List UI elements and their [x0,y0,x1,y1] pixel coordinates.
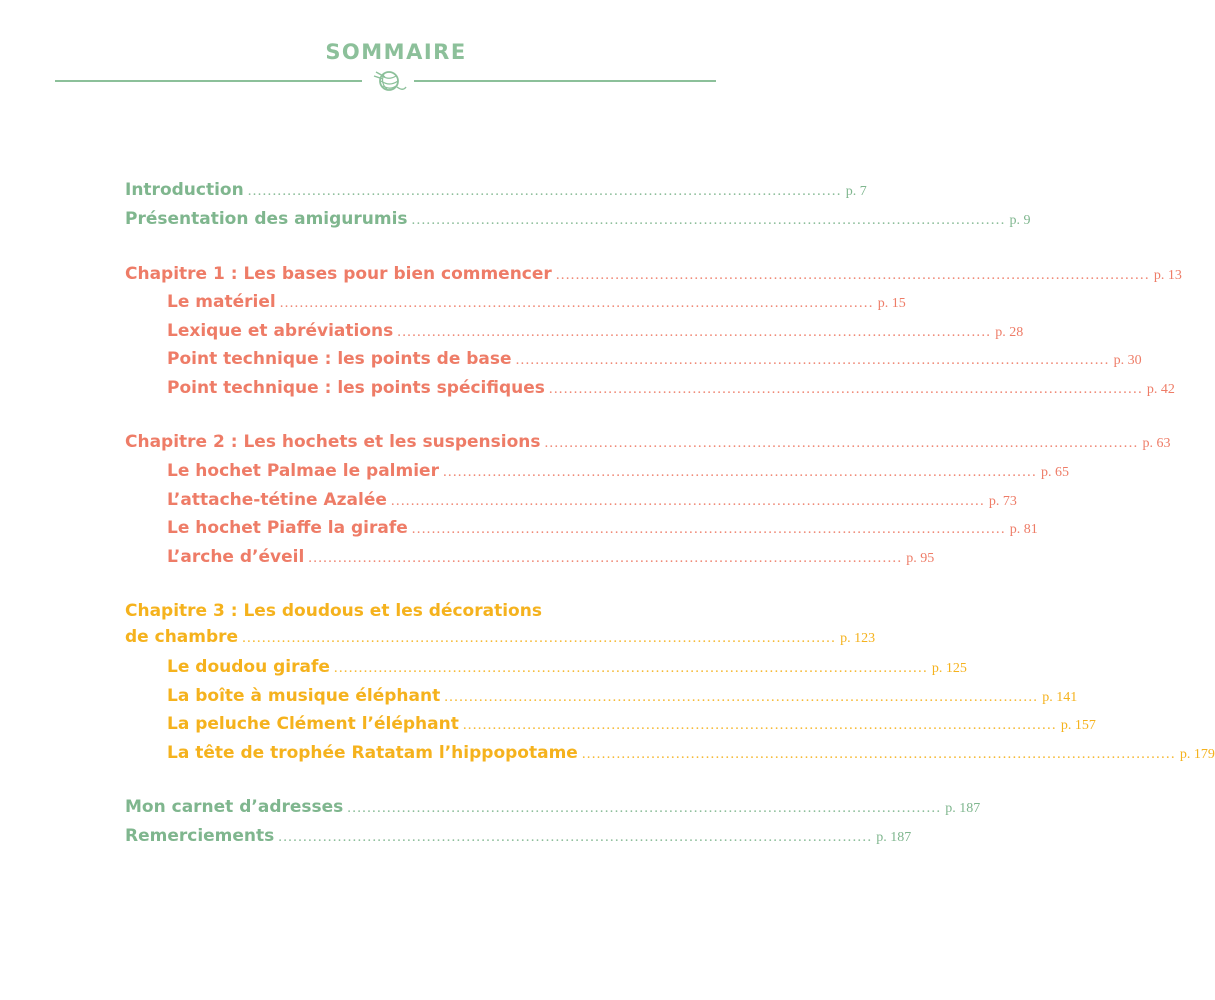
toc-entry-label: Chapitre 1 : Les bases pour bien commencer [125,264,552,284]
toc-entry-points-specifiques[interactable] [167,378,1175,402]
dot-leader: ........................................................................................................................ [247,183,842,199]
toc-entry-label: Lexique et abréviations [167,321,394,341]
toc-entry-label: La tête de trophée Ratatam l’hippopotame [167,743,578,763]
dot-leader: ........................................................................................................................ [544,435,1139,451]
toc-entry-peluche-clement[interactable] [167,714,1096,738]
toc-entry-doudou-girafe[interactable] [167,657,967,681]
toc-entry-label: Le matériel [167,292,276,312]
toc-entry-label: Point technique : les points de base [167,349,512,369]
toc-entry-introduction[interactable] [125,180,867,204]
dot-leader: ........................................................................................................................ [242,630,837,646]
toc-entry-materiel[interactable] [167,292,906,316]
toc-entry-label: de chambre [125,627,239,647]
dot-leader: ........................................................................................................................ [581,746,1176,762]
toc-entry-boite-musique[interactable] [167,686,1078,710]
toc-entry-page: p. 187 [876,830,912,845]
dot-leader: ........................................................................................................................ [333,660,928,676]
toc-entry-chapter-1[interactable] [125,264,1182,288]
toc-entry-arche-eveil[interactable] [167,547,935,571]
toc-entry-page: p. 7 [845,184,867,199]
toc-entry-page: p. 95 [906,551,935,566]
toc-entry-label: L’arche d’éveil [167,547,305,567]
toc-entry-presentation[interactable] [125,209,1031,233]
toc-entry-points-de-base[interactable] [167,349,1142,373]
toc-entry-page: p. 15 [877,296,906,311]
toc-entry-page: p. 187 [945,801,981,816]
toc-entry-label: Présentation des amigurumis [125,209,408,229]
dot-leader: ........................................................................................................................ [308,550,903,566]
dot-leader: ........................................................................................................................ [548,381,1143,397]
dot-leader: ........................................................................................................................ [555,267,1150,283]
dot-leader: ........................................................................................................................ [411,521,1006,537]
dot-leader: ........................................................................................................................ [397,324,992,340]
toc-entry-label: La peluche Clément l’éléphant [167,714,459,734]
toc-entry-page: p. 123 [840,631,876,646]
dot-leader: ........................................................................................................................ [278,829,873,845]
dot-leader: ........................................................................................................................ [515,352,1110,368]
toc-entry-page: p. 13 [1153,268,1182,283]
toc-entry-label: Mon carnet d’adresses [125,797,344,817]
toc-entry-page: p. 179 [1179,747,1215,762]
toc-entry-chapter-3[interactable] [125,627,876,651]
toc-entry-label: Remerciements [125,826,275,846]
toc-entry-page: p. 28 [995,325,1024,340]
toc-entry-remerciements[interactable] [125,826,912,850]
toc-entry-page: p. 125 [931,661,967,676]
toc-entry-carnet-adresses[interactable] [125,797,981,821]
toc-entry-hochet-palmae[interactable] [167,461,1069,485]
toc-entry-label: L’attache-tétine Azalée [167,490,387,510]
toc-entry-page: p. 81 [1009,522,1038,537]
toc-entry-label: Le doudou girafe [167,657,330,677]
toc-entry-label: Point technique : les points spécifiques [167,378,545,398]
dot-leader: ........................................................................................................................ [279,295,874,311]
dot-leader: ........................................................................................................................ [442,464,1037,480]
toc-entry-page: p. 42 [1146,382,1175,397]
toc-entry-label: Chapitre 2 : Les hochets et les suspensions [125,432,541,452]
dot-leader: ........................................................................................................................ [411,212,1006,228]
toc-entry-chapter-2[interactable] [125,432,1171,456]
toc-entry-page: p. 65 [1040,465,1069,480]
toc-entry-page: p. 9 [1009,213,1031,228]
toc-entry-label: Introduction [125,180,244,200]
toc-entry-page: p. 30 [1113,353,1142,368]
dot-leader: ........................................................................................................................ [347,800,942,816]
dot-leader: ........................................................................................................................ [444,689,1039,705]
toc-entry-page: p. 141 [1042,690,1078,705]
toc-entry-page: p. 157 [1060,718,1096,733]
dot-leader: ........................................................................................................................ [462,717,1057,733]
toc-entry-label: Le hochet Piaffe la girafe [167,518,408,538]
toc-entry-hochet-piaffe[interactable] [167,518,1038,542]
toc-entry-label: La boîte à musique éléphant [167,686,441,706]
toc-entry-tete-trophee[interactable] [167,743,1215,767]
page-title: SOMMAIRE [325,40,467,64]
toc-entry-page: p. 73 [988,494,1017,509]
dot-leader: ........................................................................................................................ [390,493,985,509]
toc-entry-chapter-3-line1[interactable]: Chapitre 3 : Les doudous et les décorations [125,601,542,621]
toc-entry-page: p. 63 [1142,436,1171,451]
toc-entry-attache-tetine[interactable] [167,490,1017,514]
toc-entry-lexique[interactable] [167,321,1024,345]
toc-entry-label: Le hochet Palmae le palmier [167,461,439,481]
